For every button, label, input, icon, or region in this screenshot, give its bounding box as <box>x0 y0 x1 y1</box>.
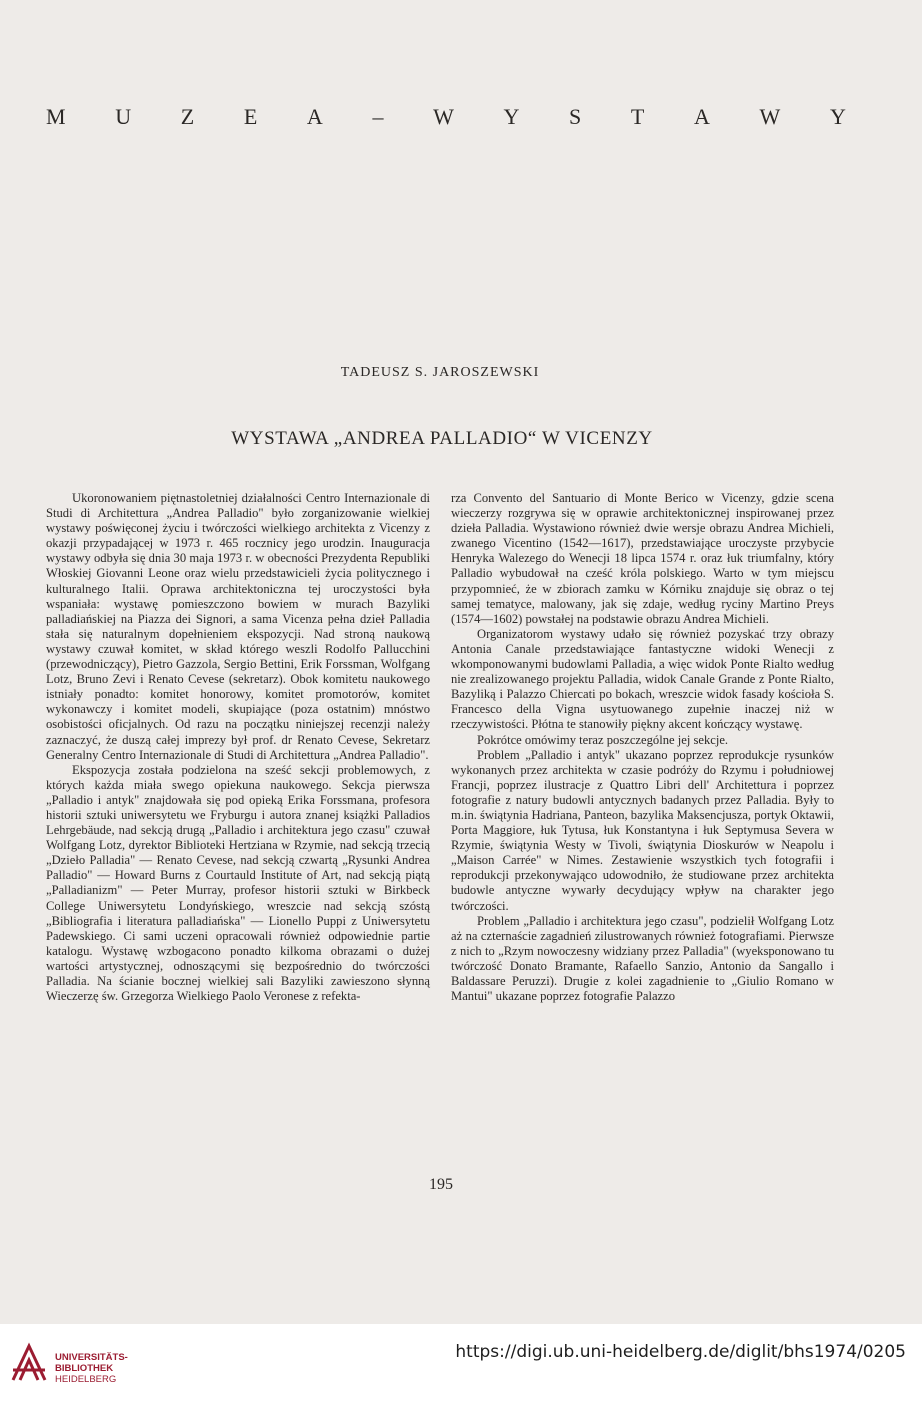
article-title: WYSTAWA „ANDREA PALLADIO“ W VICENZY <box>231 428 653 449</box>
running-head-letter: Z <box>180 104 195 129</box>
running-head-letter: T <box>630 104 645 129</box>
library-name <box>55 1352 128 1385</box>
running-head-letter: A <box>306 104 323 129</box>
page-number: 195 <box>429 1176 453 1193</box>
source-url-link[interactable]: https://digi.ub.uni-heidelberg.de/diglit/bhs1974/0205 <box>455 1342 906 1362</box>
running-head-letter: U <box>115 104 132 129</box>
running-head-letter: W <box>759 104 781 129</box>
paragraph: rza Convento del Santuario di Monte Berico w Vicenzy, gdzie scena wieczerzy rozgrywa się w oprawie architektonicznej inspirowanej przez dzieła Palladia. Wystawiono również dwie wersje obrazu Andrea Michieli, zwanego Vicentino (1542—1617), przedstawiające uroczyste przybycie Henryka Walezego do Wenecji 18 lipca 1574 r. oraz łuk triumfalny, który Palladio wybudował na cześć króla polskiego. Warto w tym miejscu przypomnieć, że w zbiorach zamku w Kórniku znajduje się obraz o tej samej tematyce, malowany, jak się zdaje, według ryciny Martino Preys (1574—1602) powstałej na podstawie obrazu Andrea Michieli. <box>451 491 834 626</box>
library-name-line: UNIVERSITÄTS- <box>55 1352 128 1363</box>
text-column-left <box>46 491 430 1004</box>
running-head-letter: E <box>243 104 258 129</box>
running-head-letter: S <box>569 104 582 129</box>
article-author: TADEUSZ S. JAROSZEWSKI <box>340 365 540 380</box>
running-head-letter: A <box>694 104 710 129</box>
running-head <box>46 104 846 130</box>
running-head-dash: – <box>372 104 384 129</box>
paragraph: Problem „Palladio i antyk" ukazano poprzez reprodukcje rysunków wykonanych przez architekta w czasie podróży do Rzymu i południowej Francji, poprzez ilustracje z Quattro Libri dell' Architettura i poprzez fotografie z natury budowli antycznych badanych przez Palladia. Były to m.in. świątynia Hadriana, Panteon, bazylika Maksencjusza, portyk Oktawii, Porta Maggiore, łuk Tytusa, łuk Konstantyna i łuk Septymusa Severa w Rzymie, świątynia Westy w Tivoli, świątynia Dioskurów w Neapolu i „Maison Carrée" w Nimes. Zestawienie wszystkich tych fotografii i reprodukcji przekonywająco udowodniło, że studiowane przez architekta budowle antyczne wywarły decydujący wpływ na charakter jego twórczości. <box>451 747 834 913</box>
paragraph: Ekspozycja została podzielona na sześć sekcji problemowych, z których każda miała swego opiekuna naukowego. Sekcja pierwsza „Palladio i antyk" znajdowała się pod opieką Erika Forssmana, profesora historii sztuki uniwersytetu we Fryburgu i autora znanej książki Palladios Lehrgebäude, nad sekcją drugą „Palladio i architektura jego czasu" czuwał Wolfgang Lotz, dyrektor Biblioteki Hertziana w Rzymie, nad sekcją trzecią „Dzieło Palladia" — Renato Cevese, nad sekcją czwartą „Rysunki Andrea Palladio" — Howard Burns z Courtauld Institute of Art, nad sekcją piątą „Palladianizm" — Peter Murray, profesor historii sztuki w Birkbeck College Uniwersytetu Londyńskiego, wreszcie nad sekcją szóstą „Bibliografia i literatura palladiańska" — Lionello Puppi z Uniwersytetu Padewskiego. Ci sami uczeni opracowali również odpowiednie partie katalogu. Wystawę wzbogacono ponadto kilkoma obrazami o dużej wartości artystycznej, odnoszącymi się bezpośrednio do twórczości Palladia. Na ścianie bocznej wielkiej sali Bazyliki zawieszono słynną Wieczerzę św. Grzegorza Wielkiego Paolo Veronese z refekta- <box>46 762 430 1004</box>
paragraph: Problem „Palladio i architektura jego czasu", podzielił Wolfgang Lotz aż na czternaście zagadnień zilustrowanych również fotografiami. Pierwsze z nich to „Rzym nowoczesny widziany przez Palladia" (wyeksponowano tu twórczość Donato Bramante, Rafaello Sanzio, Antonio da Sangallo i Baldassare Peruzzi). Drugie z kolei zagadnienie to „Giulio Romano w Mantui" ukazane poprzez fotografie Palazzo <box>451 913 834 1004</box>
text-column-right <box>451 491 834 1004</box>
running-head-letter: Y <box>503 104 520 129</box>
running-head-letter: M <box>46 104 66 129</box>
paragraph: Organizatorom wystawy udało się również pozyskać trzy obrazy Antonia Canale przedstawiające fantastyczne widoki Wenecji z wkomponowanymi budowlami Palladia, a więc widok Ponte Rialto według nie zrealizowanego projektu Palladia, widok Canale Grande z Ponte Rialto, Bazyliką i Palazzo Chiercati po bokach, wreszcie widok fasady kościoła S. Francesco della Vigna usytuowanego zupełnie inaczej niż w rzeczywistości. Płótna te stanowiły piękny akcent kończący wystawę. <box>451 626 834 732</box>
running-head-letter: Y <box>829 104 846 129</box>
running-head-letter: W <box>433 104 454 129</box>
footer-bar <box>0 1324 922 1401</box>
library-logo-icon <box>10 1340 48 1384</box>
library-name-line: HEIDELBERG <box>55 1374 117 1385</box>
paragraph: Ukoronowaniem piętnastoletniej działalności Centro Internazionale di Studi di Architettura „Andrea Palladio" było zorganizowanie wielkiej wystawy poświęconej życiu i twórczości wielkiego architekta z Vicenzy z okazji przypadającej w 1973 r. 465 rocznicy jego urodzin. Inauguracja wystawy odbyła się dnia 30 maja 1973 r. w obecności Prezydenta Republiki Włoskiej Giovanni Leone oraz wielu przedstawicieli życia politycznego i kulturalnego Italii. Oprawa architektoniczna tej uroczystości była wspaniała: wystawę pomieszczono bowiem w murach Bazyliki palladiańskiej na Piazza dei Signori, a sama Vicenza pełna dzieł Palladia stała się naturalnym dopełnieniem ekspozycji. Nad stroną naukową wystawy czuwał komitet, w skład którego weszli Rodolfo Pallucchini (przewodniczący), Pietro Gazzola, Sergio Bettini, Erik Forssman, Wolfgang Lotz, Bruno Zevi i Renato Cevese (sekretarz). Obok komitetu naukowego istniały ponadto: komitet honorowy, komitet promotorów, komitet wykonawczy i komitet modeli, skupiające (poza ostatnim) mnóstwo osobistości oficjalnych. Od razu na początku niniejszej recenzji należy zaznaczyć, że duszą całej imprezy był prof. dr Renato Cevese, Sekretarz Generalny Centro Internazionale di Studi di Architettura „Andrea Palladio". <box>46 491 430 762</box>
library-name-line: BIBLIOTHEK <box>55 1363 114 1374</box>
paragraph: Pokrótce omówimy teraz poszczególne jej sekcje. <box>477 732 729 747</box>
